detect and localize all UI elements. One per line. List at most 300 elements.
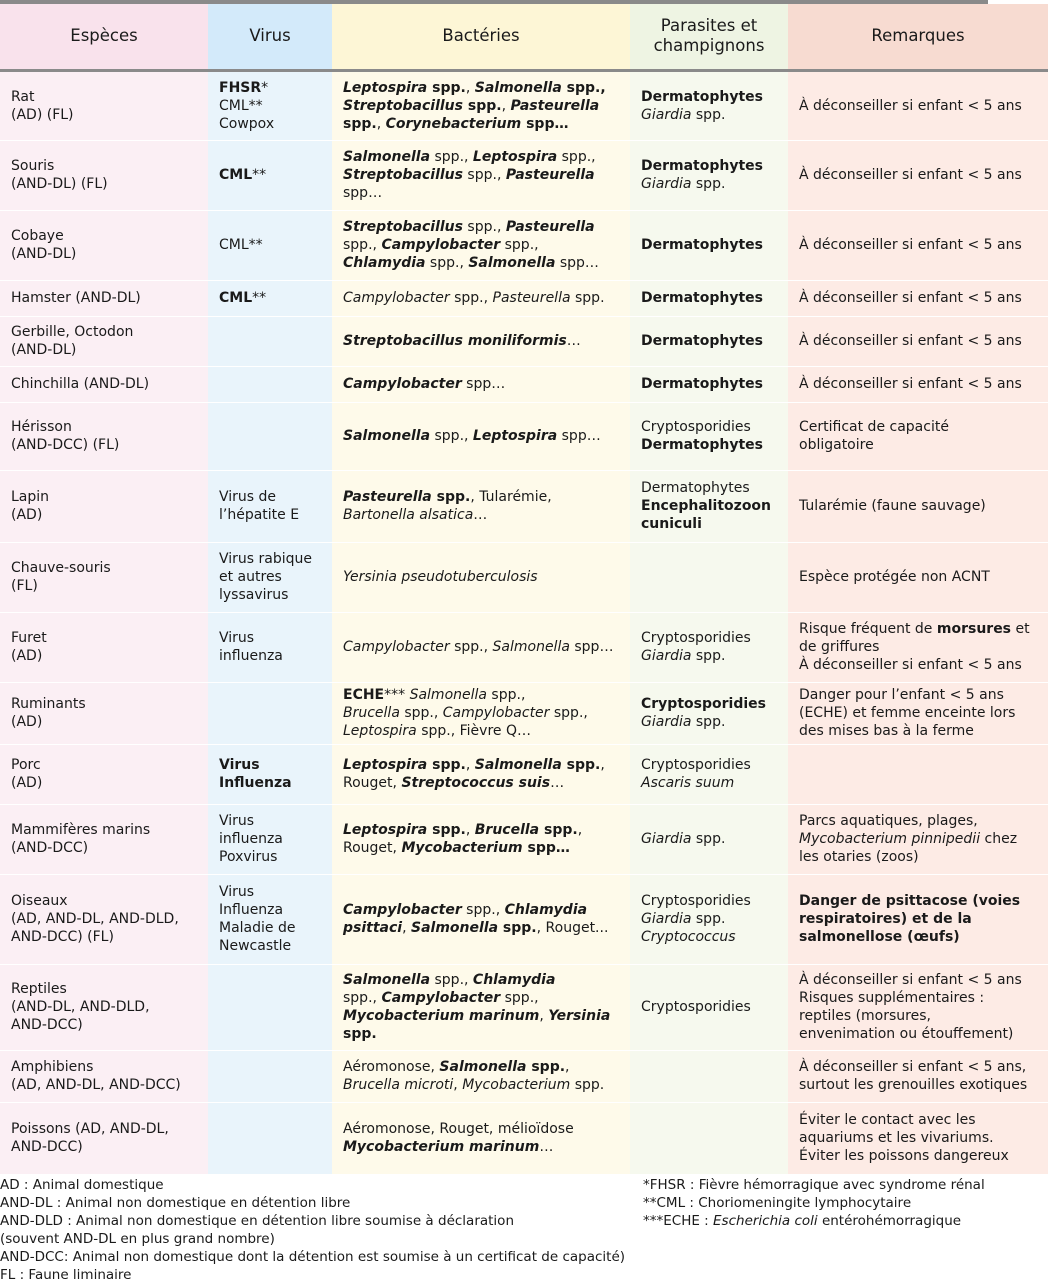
bacteria-text: Chlamydia <box>343 255 426 271</box>
parasites-text: Dermatophytes <box>641 480 750 496</box>
bacteria-text: Campylobacter <box>343 639 450 655</box>
bacteria-line <box>343 289 624 307</box>
bacteria-text: spp. <box>427 79 466 96</box>
bacteria-line <box>343 1058 624 1076</box>
bacteria-text: , <box>433 705 443 721</box>
species-name-line: (AD) <box>11 648 43 664</box>
remarks-cell <box>788 964 1048 1050</box>
virus-text: CML** <box>219 97 263 114</box>
parasites-cell <box>630 1050 788 1102</box>
bacteria-text: Salmonella <box>343 428 431 444</box>
bacteria-line <box>343 638 624 656</box>
remarks-text: Danger pour l’enfant < 5 ans <box>799 687 1004 703</box>
bacteria-text: Salmonella <box>343 972 431 988</box>
parasites-text: Cryptosporidies <box>641 893 751 909</box>
parasites-line <box>641 756 782 774</box>
species-name-line: AND-DCC) (FL) <box>11 929 114 945</box>
bacteria-text: spp… <box>557 428 601 444</box>
species-name-line: (AD, AND-DL, AND-DCC) <box>11 1077 181 1093</box>
species-name-line: (AND-DCC) <box>11 840 89 856</box>
bacteria-text: , <box>464 149 473 165</box>
remarks-line <box>799 497 1042 515</box>
bacteria-text: spp. <box>539 822 578 838</box>
bacteria-text: Mycobacterium <box>401 840 523 856</box>
species-name-line: (AD) <box>11 775 43 791</box>
bacteria-text: Pasteurella <box>505 219 595 235</box>
remarks-text: les otaries (zoos) <box>799 849 919 865</box>
bacteria-text: Salmonella <box>474 757 562 773</box>
parasites-line <box>641 497 782 515</box>
remarks-text: obligatoire <box>799 437 874 453</box>
bacteria-line <box>343 375 624 393</box>
species-name-line: Chauve-souris <box>11 560 111 576</box>
bacteria-text: Leptospira <box>343 79 428 96</box>
virus-cell <box>208 542 332 612</box>
remarks-cell <box>788 280 1048 316</box>
parasites-text: spp. <box>691 911 726 927</box>
bacteria-text: Yersinia pseudotuberculosis <box>343 569 538 585</box>
remarks-text: de griffures <box>799 639 880 655</box>
species-cell <box>0 210 208 280</box>
remarks-cell <box>788 366 1048 402</box>
bacteria-text: spp… <box>569 639 614 655</box>
bacteria-text: Streptobacillus <box>343 97 463 114</box>
remarks-cell <box>788 210 1048 280</box>
bacteria-text: Campylobacter <box>381 237 501 253</box>
remarks-cell <box>788 682 1048 744</box>
bacteria-text: , <box>496 167 506 183</box>
bacteria-text: *** <box>384 687 410 703</box>
remarks-text: À déconseiller si enfant < 5 ans, <box>799 1059 1027 1075</box>
bacteria-text: … <box>473 507 488 523</box>
species-name-line: (AND-DL) (FL) <box>11 176 108 192</box>
remarks-line <box>799 656 1042 674</box>
bacteria-text: , <box>372 990 382 1006</box>
bacteria-text: spp. <box>449 290 484 306</box>
remarks-text: Mycobacterium pinnipedii <box>799 831 981 847</box>
virus-line <box>219 756 326 774</box>
footer-legend-abbreviations <box>0 1176 640 1284</box>
bacteria-cell <box>332 874 630 964</box>
bacteria-text: ECHE <box>343 687 385 703</box>
virus-text: CML <box>219 167 253 183</box>
bacteria-text: spp., <box>557 149 596 165</box>
species-name-line: Porc <box>11 757 41 773</box>
virus-cell <box>208 874 332 964</box>
bacteria-text: Streptococcus suis <box>401 775 551 791</box>
bacteria-text: , <box>372 237 382 253</box>
virus-text: ** <box>252 290 267 306</box>
virus-line <box>219 774 326 792</box>
virus-line <box>219 79 326 97</box>
bacteria-line <box>343 821 624 839</box>
remarks-cell <box>788 542 1048 612</box>
bacteria-text: , <box>402 920 411 936</box>
bacteria-text: spp. <box>431 489 471 505</box>
parasites-line <box>641 774 782 792</box>
bacteria-line <box>343 488 624 506</box>
remarks-line <box>799 418 1042 436</box>
virus-text: * <box>261 79 269 96</box>
virus-line <box>219 568 326 586</box>
virus-line <box>219 289 326 307</box>
parasites-line <box>641 998 782 1016</box>
remarks-text: reptiles (morsures, <box>799 1008 931 1024</box>
virus-line <box>219 919 326 937</box>
virus-cell <box>208 1102 332 1174</box>
footer-note-text: **CML : Choriomeningite lymphocytaire <box>643 1195 912 1211</box>
species-cell <box>0 744 208 804</box>
remarks-text: aquariums et les vivariums. <box>799 1130 994 1146</box>
parasites-cell <box>630 470 788 542</box>
remarks-line <box>799 892 1042 910</box>
bacteria-text: Rouget, <box>343 775 402 791</box>
parasites-text: Dermatophytes <box>641 437 764 453</box>
bacteria-text: , <box>565 1059 570 1075</box>
parasites-text: Cryptococcus <box>641 929 736 945</box>
remarks-line <box>799 1007 1042 1025</box>
parasites-line <box>641 332 782 350</box>
bacteria-text: , <box>459 255 469 271</box>
virus-line <box>219 97 326 115</box>
virus-line <box>219 236 326 254</box>
species-cell <box>0 964 208 1050</box>
bacteria-text: psittaci <box>343 920 403 936</box>
bacteria-line <box>343 722 624 740</box>
bacteria-text: Mycobacterium <box>462 1077 571 1093</box>
bacteria-text: spp. <box>430 972 465 988</box>
parasites-cell <box>630 744 788 804</box>
parasites-text: Cryptosporidies <box>641 419 751 435</box>
parasites-cell <box>630 542 788 612</box>
remarks-text: Certificat de capacité <box>799 419 949 435</box>
bacteria-cell <box>332 612 630 682</box>
footer-legend-line: FL : Faune liminaire <box>0 1267 132 1283</box>
parasites-line <box>641 88 782 106</box>
remarks-cell <box>788 70 1048 140</box>
bacteria-cell <box>332 964 630 1050</box>
bacteria-text: Campylobacter <box>343 902 462 918</box>
table-row <box>0 542 1048 612</box>
parasites-text: Cryptosporidies <box>641 696 766 712</box>
bacteria-text: spp. <box>343 237 373 253</box>
parasites-cell <box>630 1102 788 1174</box>
species-name-line: (AD, AND-DL, AND-DLD, <box>11 911 179 927</box>
bacteria-text: Leptospira <box>343 822 428 838</box>
virus-line <box>219 647 326 665</box>
bacteria-text: Chlamydia <box>504 902 588 918</box>
bacteria-text: spp. <box>427 757 466 773</box>
remarks-line <box>799 332 1042 350</box>
bacteria-text: spp… <box>461 376 506 392</box>
virus-cell <box>208 1050 332 1102</box>
bacteria-text: Pasteurella <box>505 167 595 183</box>
species-name-line: Ruminants <box>11 696 86 712</box>
parasites-text: spp. <box>691 648 726 664</box>
species-name-line: Lapin <box>11 489 50 505</box>
footer-legend-line: AND-DLD : Animal non domestique en détention libre soumise à déclaration <box>0 1213 515 1229</box>
virus-cell <box>208 140 332 210</box>
parasites-cell <box>630 316 788 366</box>
bacteria-text: spp. <box>526 1059 566 1075</box>
species-cell <box>0 804 208 874</box>
species-cell <box>0 140 208 210</box>
bacteria-text: spp… <box>555 255 599 271</box>
parasites-text: Giardia <box>641 831 692 847</box>
bacteria-text: spp. <box>427 822 466 838</box>
parasites-line <box>641 479 782 497</box>
footer-note-line <box>643 1176 988 1194</box>
species-name-line: Oiseaux <box>11 893 68 909</box>
parasites-line <box>641 106 782 124</box>
parasites-cell <box>630 612 788 682</box>
remarks-line <box>799 928 1042 946</box>
species-name-line: Mammifères marins <box>11 822 151 838</box>
parasites-text: Dermatophytes <box>641 158 764 174</box>
virus-text: Poxvirus <box>219 849 278 865</box>
parasites-text: Dermatophytes <box>641 88 764 105</box>
remarks-line <box>799 638 1042 656</box>
table-row <box>0 402 1048 470</box>
bacteria-text: spp. <box>343 1026 377 1042</box>
remarks-line <box>799 1025 1042 1043</box>
bacteria-text: spp. <box>462 97 502 114</box>
species-name-line: AND-DCC) <box>11 1139 83 1155</box>
species-name-line: (AND-DL) <box>11 342 77 358</box>
bacteria-text: spp… <box>522 840 570 856</box>
remarks-text: Risque fréquent de <box>799 621 937 637</box>
remarks-line <box>799 1129 1042 1147</box>
bacteria-line <box>343 1007 624 1025</box>
remarks-text: chez <box>980 831 1018 847</box>
bacteria-text: Streptobacillus <box>343 167 463 183</box>
bacteria-text: , <box>376 115 386 132</box>
header-parasites-line2: champignons <box>653 36 765 56</box>
species-name-line: Cobaye <box>11 228 64 244</box>
parasites-text: spp. <box>691 106 726 123</box>
header-row <box>0 4 1048 70</box>
virus-line <box>219 901 326 919</box>
bacteria-text: Campylobacter <box>381 990 501 1006</box>
bacteria-text: , <box>483 639 493 655</box>
bacteria-line <box>343 115 624 133</box>
footer-legend-line: AND-DCC: Animal non domestique dont la détention est soumise à un certificat de capacité) <box>0 1249 626 1265</box>
virus-cell <box>208 804 332 874</box>
bacteria-line <box>343 184 624 202</box>
species-name-line: Gerbille, Octodon <box>11 324 134 340</box>
virus-text: Virus <box>219 884 255 900</box>
bacteria-text: , Tularémie, <box>470 489 552 505</box>
parasites-text: Giardia <box>641 714 692 730</box>
species-name-line: Hamster (AND-DL) <box>11 290 141 306</box>
bacteria-text: Leptospira <box>343 723 417 739</box>
parasites-line <box>641 236 782 254</box>
table-row <box>0 874 1048 964</box>
bacteria-text: … <box>566 333 581 349</box>
bacteria-line <box>343 1076 624 1094</box>
virus-cell <box>208 70 332 140</box>
bacteria-text: … <box>550 775 565 791</box>
bacteria-text: , <box>453 1077 463 1093</box>
parasites-text: Ascaris suum <box>641 775 735 791</box>
remarks-text: salmonellose (œufs) <box>799 929 960 945</box>
remarks-line <box>799 236 1042 254</box>
bacteria-text: , Fièvre Q… <box>450 723 531 739</box>
virus-line <box>219 166 326 184</box>
remarks-text: envenimation ou étouffement) <box>799 1026 1014 1042</box>
remarks-text: À déconseiller si enfant < 5 ans <box>799 657 1022 673</box>
parasites-line <box>641 289 782 307</box>
footer-note-text: Escherichia coli <box>713 1213 818 1229</box>
species-name-line: (FL) <box>11 578 38 594</box>
remarks-text: Risques supplémentaires : <box>799 990 985 1006</box>
species-cell <box>0 70 208 140</box>
parasites-text: Dermatophytes <box>641 237 764 253</box>
species-cell <box>0 402 208 470</box>
remarks-line <box>799 812 1042 830</box>
bacteria-text: Campylobacter <box>343 290 450 306</box>
remarks-cell <box>788 140 1048 210</box>
bacteria-cell <box>332 744 630 804</box>
bacteria-cell <box>332 1050 630 1102</box>
bacteria-line <box>343 756 624 774</box>
table-row <box>0 964 1048 1050</box>
table-row <box>0 366 1048 402</box>
remarks-line <box>799 830 1042 848</box>
virus-text: l’hépatite E <box>219 507 300 523</box>
parasites-text: Giardia <box>641 648 692 664</box>
remarks-line <box>799 686 1042 704</box>
species-cell <box>0 1050 208 1102</box>
header-virus: Virus <box>208 4 332 70</box>
remarks-text: (ECHE) et femme enceinte lors <box>799 705 1016 721</box>
parasites-text: Cryptosporidies <box>641 630 751 646</box>
virus-line <box>219 550 326 568</box>
virus-text: Influenza <box>219 902 284 918</box>
virus-cell <box>208 402 332 470</box>
remarks-line <box>799 1147 1042 1165</box>
remarks-line <box>799 1111 1042 1129</box>
bacteria-line <box>343 989 624 1007</box>
parasites-cell <box>630 874 788 964</box>
table-row <box>0 612 1048 682</box>
bacteria-text: spp., <box>500 990 539 1006</box>
species-name-line: (AND-DCC) (FL) <box>11 437 120 453</box>
bacteria-text: Leptospira <box>343 757 428 773</box>
virus-text: ** <box>252 167 267 183</box>
bacteria-line <box>343 97 624 115</box>
bacteria-line <box>343 774 624 792</box>
virus-line <box>219 488 326 506</box>
remarks-text: Éviter les poissons dangereux <box>799 1148 1009 1164</box>
bacteria-text: , Rouget... <box>536 920 609 936</box>
bacteria-text: spp. <box>430 149 465 165</box>
bacteria-text: spp. <box>498 920 537 936</box>
virus-cell <box>208 470 332 542</box>
bacteria-text: Pasteurella <box>510 97 600 114</box>
bacteria-text: Brucella <box>343 705 400 721</box>
bacteria-line <box>343 919 624 937</box>
remarks-text: Parcs aquatiques, plages, <box>799 813 978 829</box>
header-parasites <box>630 4 788 70</box>
species-name-line: (AND-DL) <box>11 246 77 262</box>
bacteria-text: spp. <box>570 290 605 306</box>
bacteria-text: spp… <box>343 185 383 201</box>
bacteria-text: Leptospira <box>472 149 558 165</box>
remarks-line <box>799 1058 1042 1076</box>
species-name-line: (AD) (FL) <box>11 106 74 123</box>
species-name-line: Rat <box>11 88 35 105</box>
bacteria-text: Bartonella alsatica <box>343 507 474 523</box>
species-cell <box>0 366 208 402</box>
species-name-line: (AND-DL, AND-DLD, <box>11 999 150 1015</box>
species-name-line: (AD) <box>11 714 43 730</box>
bacteria-line <box>343 704 624 722</box>
bacteria-text: , <box>495 902 505 918</box>
table-row <box>0 70 1048 140</box>
bacteria-line <box>343 236 624 254</box>
bacteria-text: spp. <box>430 428 465 444</box>
table-row <box>0 210 1048 280</box>
virus-text: Virus <box>219 630 255 646</box>
remarks-line <box>799 1076 1042 1094</box>
bacteria-line <box>343 79 624 97</box>
bacteria-text: Rouget, <box>343 840 402 856</box>
bacteria-text: Brucella microti <box>343 1077 454 1093</box>
bacteria-text: spp. <box>416 723 451 739</box>
virus-cell <box>208 366 332 402</box>
remarks-text: À déconseiller si enfant < 5 ans <box>799 97 1022 114</box>
parasites-line <box>641 892 782 910</box>
parasites-text: Dermatophytes <box>641 376 764 392</box>
remarks-line <box>799 910 1042 928</box>
parasites-cell <box>630 964 788 1050</box>
species-cell <box>0 470 208 542</box>
remarks-line <box>799 989 1042 1007</box>
virus-cell <box>208 964 332 1050</box>
virus-text: influenza <box>219 831 283 847</box>
bacteria-text: , <box>483 290 493 306</box>
parasites-line <box>641 157 782 175</box>
bacteria-line <box>343 166 624 184</box>
table-row <box>0 804 1048 874</box>
parasites-cell <box>630 280 788 316</box>
bacteria-cell <box>332 140 630 210</box>
bacteria-text: Salmonella <box>474 79 562 96</box>
virus-text: Virus de <box>219 489 277 505</box>
bacteria-text: Salmonella <box>343 149 431 165</box>
remarks-line <box>799 436 1042 454</box>
remarks-line <box>799 620 1042 638</box>
bacteria-text: , <box>539 1008 549 1024</box>
parasites-text: Cryptosporidies <box>641 999 751 1015</box>
remarks-text: Éviter le contact avec les <box>799 1112 976 1128</box>
bacteria-text: Streptobacillus moniliformis <box>343 333 567 349</box>
virus-line <box>219 830 326 848</box>
bacteria-text: , <box>465 757 475 773</box>
bacteria-text: spp., <box>561 79 606 96</box>
virus-text: Newcastle <box>219 938 292 954</box>
remarks-line <box>799 722 1042 740</box>
footer-note-line <box>643 1212 988 1230</box>
bacteria-cell <box>332 470 630 542</box>
remarks-cell <box>788 874 1048 964</box>
virus-text: influenza <box>219 648 283 664</box>
bacteria-text: , <box>600 757 605 773</box>
bacteria-cell <box>332 804 630 874</box>
parasites-text: Giardia <box>641 106 692 123</box>
parasites-text: Cryptosporidies <box>641 757 751 773</box>
